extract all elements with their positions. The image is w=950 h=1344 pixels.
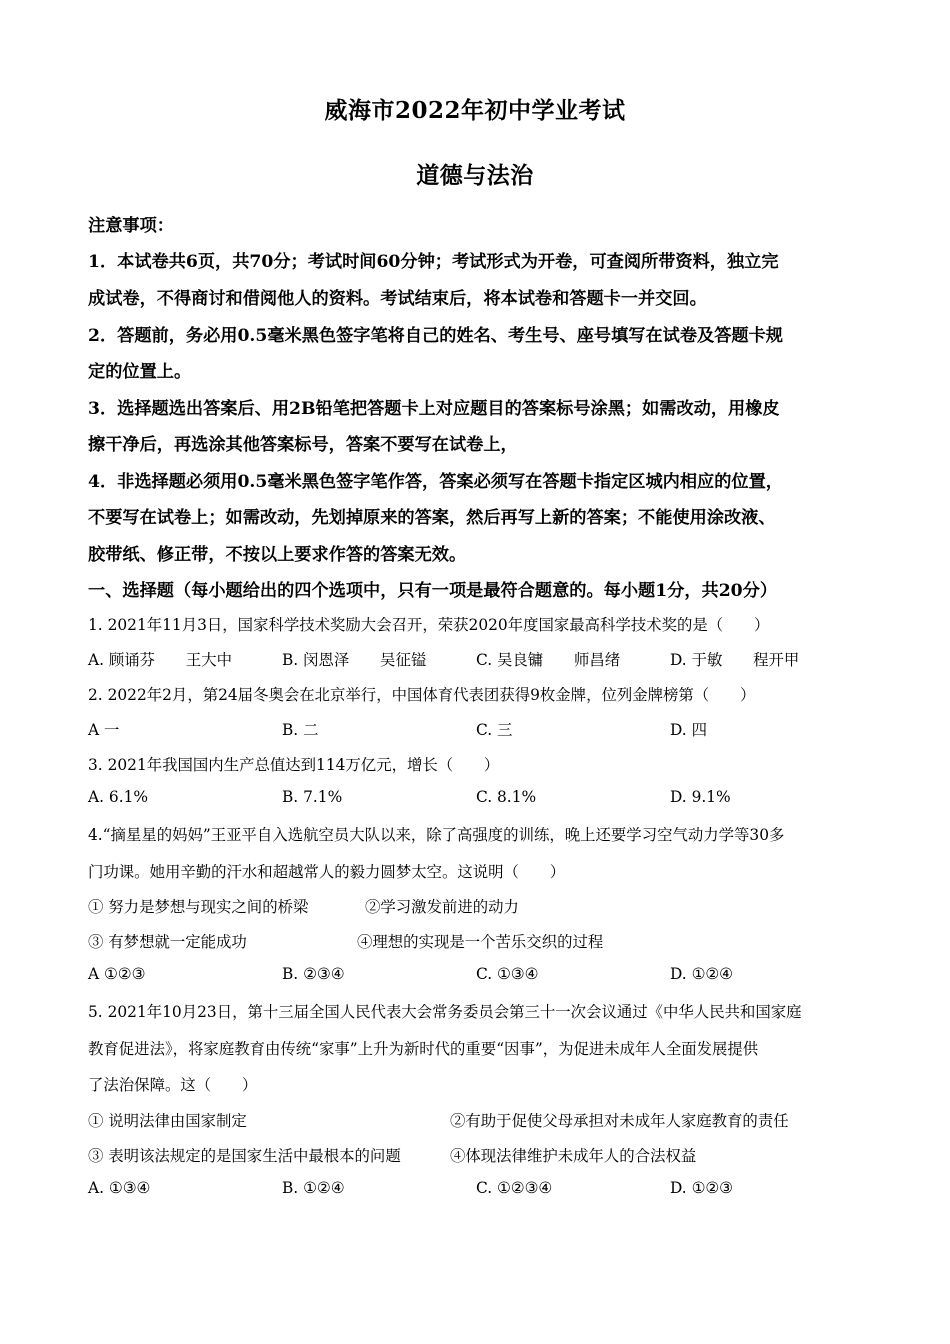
question-stem: 1. 2021年11月3日，国家科学技术奖励大会召开，荣获2020年度国家最高科学技术奖的是（ ） [88, 616, 770, 634]
notice-line: 3．选择题选出答案后、用2B铅笔把答题卡上对应题目的答案标号涂黑；如需改动，用橡皮 [88, 399, 780, 419]
question-stem: 3. 2021年我国国内生产总值达到114万亿元，增长（ ） [88, 756, 500, 774]
question-stem: 了法治保障。这（ ） [88, 1076, 258, 1094]
option-a: A. 顾诵芬 王大中 [88, 651, 233, 669]
option-d: D. 四 [670, 721, 707, 739]
notice-line: 定的位置上。 [88, 362, 192, 382]
exam-subject: 道德与法治 [416, 162, 534, 189]
notice-line: 不要写在试卷上；如需改动，先划掉原来的答案，然后再写上新的答案；不能使用涂改液、 [88, 508, 776, 528]
option-c: C. ①③④ [476, 965, 539, 983]
statement: ④体现法律维护未成年人的合法权益 [450, 1147, 697, 1165]
statement: ① 说明法律由国家制定 [88, 1112, 247, 1130]
statement: ②有助于促使父母承担对未成年人家庭教育的责任 [450, 1112, 789, 1130]
option-a: A ①②③ [88, 965, 146, 983]
option-c: C. ①②③④ [476, 1179, 553, 1197]
option-c: C. 8.1% [476, 788, 537, 806]
section-heading: 一、选择题（每小题给出的四个选项中，只有一项是最符合题意的。每小题1分，共20分） [88, 581, 778, 601]
question-stem: 门功课。她用辛勤的汗水和超越常人的毅力圆梦太空。这说明（ ） [88, 863, 566, 881]
notice-line: 胶带纸、修正带，不按以上要求作答的答案无效。 [88, 545, 467, 565]
notice-line: 2．答题前，务必用0.5毫米黑色签字笔将自己的姓名、考生号、座号填写在试卷及答题卡规 [88, 326, 783, 346]
option-b: B. 7.1% [282, 788, 343, 806]
option-d: D. 于敏 程开甲 [670, 651, 800, 669]
statement: ④理想的实现是一个苦乐交织的过程 [357, 933, 604, 951]
question-stem: 教育促进法》，将家庭教育由传统“家事”上升为新时代的重要“因事”，为促进未成年人全面发展提供 [88, 1040, 759, 1058]
option-d: D. 9.1% [670, 788, 731, 806]
option-a: A 一 [88, 721, 120, 739]
notice-line: 擦干净后，再选涂其他答案标号，答案不要写在试卷上， [88, 435, 518, 455]
option-d: D. ①②③ [670, 1179, 733, 1197]
question-stem: 2. 2022年2月，第24届冬奥会在北京举行，中国体育代表团获得9枚金牌，位列金牌榜第（ ） [88, 686, 756, 704]
statement: ②学习激发前进的动力 [365, 898, 519, 916]
notice-heading: 注意事项： [88, 216, 174, 236]
statement: ③ 有梦想就一定能成功 [88, 933, 247, 951]
option-c: C. 吴良镛 师昌绪 [476, 651, 621, 669]
option-b: B. ②③④ [282, 965, 345, 983]
statement: ③ 表明该法规定的是国家生活中最根本的问题 [88, 1147, 401, 1165]
option-a: A. ①③④ [88, 1179, 151, 1197]
option-b: B. 二 [282, 721, 319, 739]
option-b: B. ①②④ [282, 1179, 345, 1197]
option-d: D. ①②④ [670, 965, 733, 983]
option-a: A. 6.1% [88, 788, 148, 806]
question-stem: 5. 2021年10月23日，第十三届全国人民代表大会常务委员会第三十一次会议通过《中华人民共和国家庭 [88, 1003, 802, 1021]
question-stem: 4.“摘星星的妈妈”王亚平自入选航空员大队以来，除了高强度的训练，晚上还要学习空气动力学等30多 [88, 826, 785, 844]
notice-line: 4．非选择题必须用0.5毫米黑色签字笔作答，答案必须写在答题卡指定区城内相应的位置， [88, 472, 783, 492]
statement: ① 努力是梦想与现实之间的桥梁 [88, 898, 309, 916]
exam-title: 威海市2022年初中学业考试 [324, 97, 626, 124]
notice-line: 成试卷，不得商讨和借阅他人的资料。考试结束后，将本试卷和答题卡一并交回。 [88, 289, 707, 309]
option-b: B. 闵恩泽 吴征镒 [282, 651, 427, 669]
option-c: C. 三 [476, 721, 513, 739]
notice-line: 1．本试卷共6页，共70分；考试时间60分钟；考试形式为开卷，可查阅所带资料，独立完 [88, 252, 779, 272]
